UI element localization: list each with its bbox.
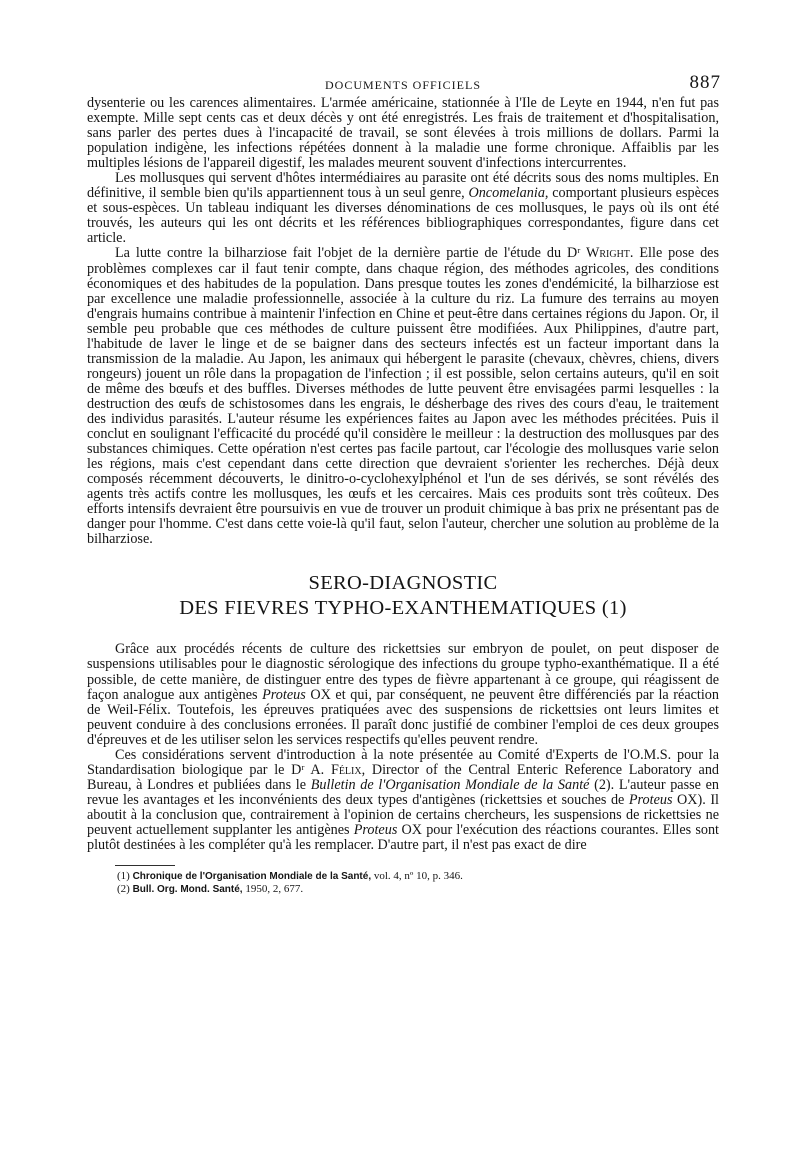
footnote-mark: (2) bbox=[117, 883, 130, 896]
footnote-source: Bull. Org. Mond. Santé, bbox=[132, 884, 243, 896]
paragraph-text: Ces considérations servent d'introduction à la note présentée au Comité d'Experts de l'O.M.S. pour la Standardisation biologique par le bbox=[87, 746, 719, 778]
paragraph-text: (2). L'auteur passe en revue les avantages et les inconvénients des deux types d'antigènes (rickettsies et souches de bbox=[87, 776, 719, 808]
paragraph-text: Les mollusques qui servent d'hôtes intermédiaires au parasite ont été décrits sous des noms multiples. En définitive, il semble bien qu'ils appartiennent tous à un seul genre, bbox=[87, 170, 719, 202]
page-number: 887 bbox=[689, 72, 721, 93]
paragraph bbox=[87, 246, 719, 547]
paragraph-text: OX pour l'exécution des réactions courantes. Elles sont plutôt destinées à les compléter qu'à les remplacer. D'autre part, il n'est pas exact de dire bbox=[87, 821, 719, 854]
proteus-term: Proteus bbox=[628, 791, 673, 808]
paragraph bbox=[87, 642, 719, 747]
author-name: Dʳ A. Félix, bbox=[291, 761, 366, 778]
footnotes bbox=[117, 870, 719, 896]
proteus-term: Proteus bbox=[353, 821, 398, 838]
footnote bbox=[117, 883, 719, 896]
author-name: Dʳ Wright. bbox=[566, 245, 634, 262]
genus-name: Oncomelania, bbox=[468, 185, 549, 202]
document-page bbox=[87, 70, 719, 896]
footnote bbox=[117, 870, 719, 883]
paragraph-text: La lutte contre la bilharziose fait l'objet de la dernière partie de l'étude du bbox=[115, 245, 567, 262]
paragraph-text: OX). Il aboutit à la conclusion que, contrairement à l'opinion de certains chercheurs, les suspensions de rickettsies ne peuvent actuellement supplanter les antigènes bbox=[87, 791, 719, 838]
running-title: DOCUMENTS OFFICIELS bbox=[324, 78, 481, 92]
paragraph-text: dysenterie ou les carences alimentaires. L'armée américaine, stationnée à l'Ile de Leyte en 1944, n'en fut pas exempte. Mille sept cents cas et deux décès y ont été enregistrés. Les frais de traitement et d'hospitalisation, sans parler des pertes dues à l'incapacité de travail, se sont élevées à trois millions de dollars. Parmi la population indigène, les infections répétées donnent à la maladie une forme chronique. Affaiblis par les multiples lésions de l'appareil digestif, les malades meurent souvent d'infections intercurrentes. bbox=[87, 95, 719, 172]
paragraph bbox=[87, 96, 719, 171]
section-title-line1: SERO-DIAGNOSTIC bbox=[308, 572, 498, 595]
journal-title: Bulletin de l'Organisation Mondiale de la Santé bbox=[310, 776, 590, 793]
section-bilharziose bbox=[87, 96, 719, 547]
footnote-source: Chronique de l'Organisation Mondiale de la Santé, bbox=[132, 871, 372, 883]
section-title-line2: DES FIEVRES TYPHO-EXANTHEMATIQUES (1) bbox=[179, 597, 627, 620]
paragraph-text: Grâce aux procédés récents de culture des rickettsies sur embryon de poulet, on peut disposer de suspensions utilisables pour le diagnostic sérologique des infections du groupe typho-exanthématique. Il a été possible, de cette manière, de distinguer entre des types de fièvre appartenant à ce groupe, qui réagissent de façon analogue aux antigènes bbox=[87, 641, 719, 703]
running-head bbox=[87, 70, 719, 96]
paragraph bbox=[87, 748, 719, 853]
paragraph bbox=[87, 171, 719, 246]
section-title bbox=[87, 571, 719, 620]
paragraph-text: Director of the Central Enteric Reference Laboratory and Bureau, à Londres et publiées dans le bbox=[87, 761, 720, 793]
paragraph-text: comportant plusieurs espèces et sous-espèces. Un tableau indiquant les diverses dénominations de ces mollusques, le pays où ils ont été trouvés, les auteurs qui les ont décrits et les références bibliographiques correspondantes, figure dans cet article. bbox=[87, 185, 719, 247]
footnote-detail: 1950, 2, 677. bbox=[242, 883, 304, 896]
proteus-term: Proteus bbox=[262, 686, 306, 703]
paragraph-text: Elle pose des problèmes complexes car il faut tenir compte, dans chaque région, des méthodes agricoles, des conditions économiques et des habitudes de la population. Dans presque toutes les zones d'endémicité, la bilharziose est par excellence une maladie professionnelle, associée à la culture du riz. La fumure des terrains au moyen d'engrais humains contribue à maintenir l'infection en Chine et peut-être dans certaines régions du Japon. Or, il semble peu probable que ces méthodes de culture puissent être modifiées. Aux Philippines, d'autre part, l'habitude de laver le linge et de se baigner dans des secteurs infectés est un facteur important dans la transmission de la maladie. Au Japon, les animaux qui hébergent le parasite (chevaux, chèvres, chiens, divers rongeurs) jouent un rôle dans la propagation de l'infection ; il est possible, selon certains auteurs, qu'il en soit de même des bœufs et des buffles. Diverses méthodes de lutte peuvent être envisagées parmi lesquelles : la destruction des œufs de schistosomes dans les engrais, le désherbage des rives des cours d'eau, le traitement des individus parasités. L'auteur résume les expériences faites au Japon avec les méthodes précitées. Puis il conclut en soulignant l'efficacité du procédé qu'il considère le meilleur : la destruction des mollusques par des substances chimiques. Cette opération n'est certes pas facile partout, car l'écologie des mollusques varie selon les régions, mais c'est cependant dans cette direction que devraient s'orienter les recherches. Déjà deux composés récemment découverts, le dinitro-o-cyclohexylphénol et l'un de ses dérivés, se sont révélés des agents très actifs contre les mollusques, les œufs et les cercaires. Mais ces produits sont très coûteux. Des efforts intensifs devraient être poursuivis en vue de trouver un produit chimique à bas prix ne présentant pas de danger pour l'homme. C'est dans cette voie-là qu'il faut, selon l'auteur, chercher une solution au problème de la bilharziose. bbox=[87, 245, 719, 548]
footnote-detail: vol. 4, nº 10, p. 346. bbox=[371, 870, 463, 883]
section-sero-diagnostic bbox=[87, 642, 719, 853]
paragraph-text: OX et qui, par conséquent, ne peuvent être différenciés par la réaction de Weil-Félix. Toutefois, les épreuves pratiquées avec des suspensions de rickettsies ont leurs limites et peuvent conduire à des conclusions erronées. Il paraît donc justifié de combiner l'emploi de ces deux groupes d'épreuves et de les utiliser selon les services respectifs qu'elles peuvent rendre. bbox=[87, 686, 719, 748]
footnote-mark: (1) bbox=[117, 870, 130, 883]
footnote-divider bbox=[115, 865, 175, 866]
